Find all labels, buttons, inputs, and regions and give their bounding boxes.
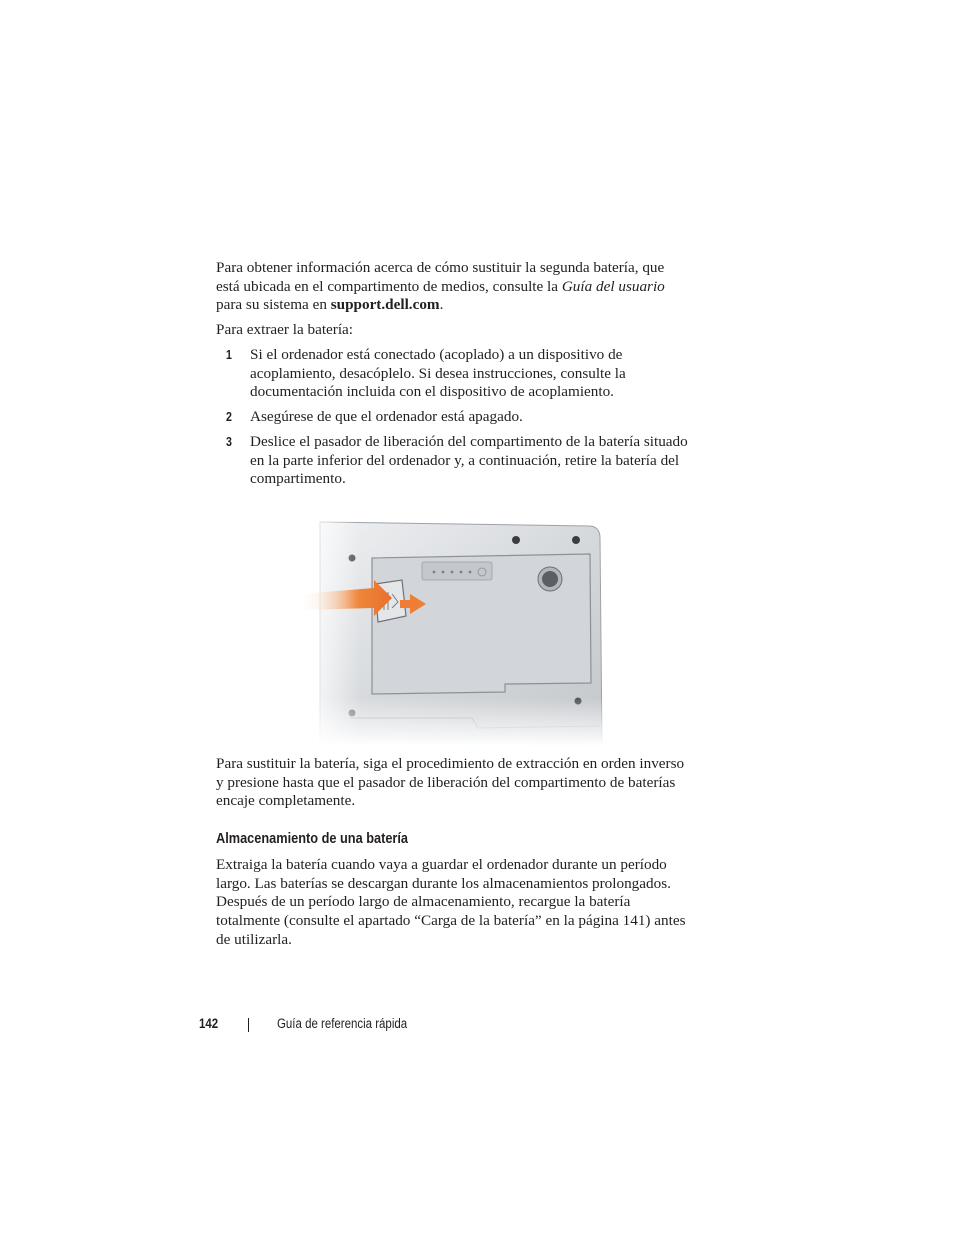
page-number: 142 xyxy=(199,1016,219,1031)
charge-gauge xyxy=(422,562,492,580)
step-number: 2 xyxy=(226,409,232,424)
step-text: Deslice el pasador de liberación del compartimento de la batería situado en la parte inferior del ordenador y, a continuación, retire la batería del compartimento. xyxy=(250,433,688,488)
battery-removal-illustration xyxy=(300,518,610,746)
footer-divider xyxy=(248,1018,249,1032)
screw-icon xyxy=(512,536,520,544)
replace-paragraph: Para sustituir la batería, siga el procedimiento de extracción en orden inverso y presione hasta que el pasador de liberación del compartimento de baterías encaje completamente. xyxy=(216,755,685,810)
guide-title: Guía del usuario xyxy=(561,277,665,295)
intro-line-1: Para obtener información acerca de cómo sustituir la segunda batería, que xyxy=(216,259,665,276)
step-text: Si el ordenador está conectado (acoplado) a un dispositivo de acoplamiento, desacóplelo. Si desea instrucciones, consulte la documentación incluida con el dispositivo de acoplamiento. xyxy=(250,346,626,401)
screw-icon xyxy=(572,536,580,544)
footer-title: Guía de referencia rápida xyxy=(277,1016,408,1031)
extract-lead: Para extraer la batería: xyxy=(216,321,354,338)
support-link[interactable]: support.dell.com xyxy=(330,296,440,314)
intro-paragraph: Para obtener información acerca de cómo sustituir la segunda batería, que está ubicada en el compartimento de medios, consulte la Guía del usuario para su sistema en support.dell.com. xyxy=(216,259,665,314)
intro-line-3: para su sistema en xyxy=(216,296,331,314)
step-number: 1 xyxy=(226,347,232,362)
intro-line-2: está ubicada en el compartimento de medios, consulte la xyxy=(216,277,562,295)
storage-paragraph: Extraiga la batería cuando vaya a guardar el ordenador durante un período largo. Las baterías se descargan durante los almacenamientos prolongados. Después de un período largo de almacenamiento, recargue la batería totalmente (consulte el apartado “Carga de la batería” en la página 141) antes de utilizarla. xyxy=(216,856,686,948)
section-heading: Almacenamiento de una batería xyxy=(216,830,409,847)
step-text: Asegúrese de que el ordenador está apagado. xyxy=(250,408,523,425)
step-number: 3 xyxy=(226,434,232,449)
